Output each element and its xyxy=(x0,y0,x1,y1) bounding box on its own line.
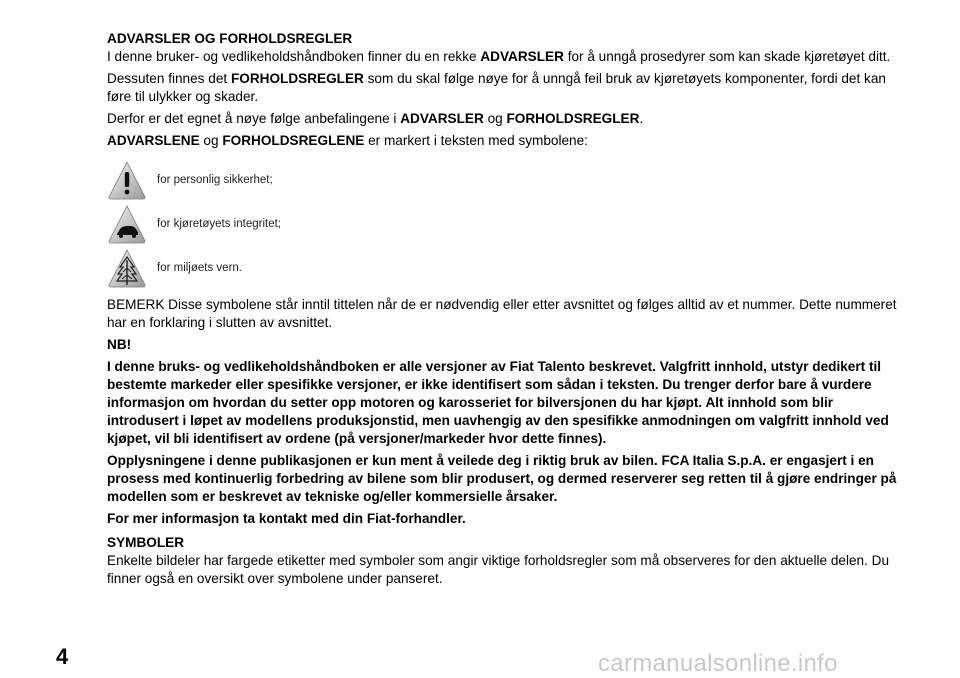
text-segment: . xyxy=(639,111,644,126)
tree-warning-icon xyxy=(107,248,147,288)
keyword-advarslene: ADVARSLENE xyxy=(107,133,200,148)
symbol-list xyxy=(107,158,907,290)
keyword-forholdsregler: FORHOLDSREGLER xyxy=(506,111,640,126)
keyword-advarsler: ADVARSLER xyxy=(480,49,564,64)
nb-section xyxy=(107,336,907,528)
paragraph-forholdsregler xyxy=(107,70,907,106)
watermark: carmanualsonline.info xyxy=(598,650,838,677)
keyword-forholdsreglene: FORHOLDSREGLENE xyxy=(222,133,365,148)
text-segment: er markert i teksten med symbolene: xyxy=(364,133,588,148)
text-segment: og xyxy=(199,133,223,148)
text-segment: som du skal følge nøye for å unngå feil bruk av kjøretøyets komponenter, fordi det kan føre til ulykker og skader. xyxy=(107,71,886,104)
keyword-advarsler: ADVARSLER xyxy=(400,111,484,126)
symbol-label: for personlig sikkerhet; xyxy=(157,174,273,186)
paragraph-intro xyxy=(107,48,907,66)
text-segment: Dessuten finnes det xyxy=(107,71,231,86)
car-warning-icon xyxy=(107,204,147,244)
paragraph-note: BEMERK Disse symbolene står inntil tittelen når de er nødvendig eller etter avsnittet og følges alltid av et nummer. Dette nummeret har en forklaring i slutten av avsnittet. xyxy=(107,297,897,330)
document-body xyxy=(107,30,907,592)
text-segment: I denne bruker- og vedlikeholdshåndboken finner du en rekke xyxy=(107,49,481,64)
text-segment: Derfor er det egnet å nøye følge anbefalingene i xyxy=(107,111,401,126)
symbol-label: for kjøretøyets integritet; xyxy=(157,218,281,230)
text-segment: for å unngå prosedyrer som kan skade kjøretøyet ditt. xyxy=(563,49,891,64)
section-title-advarsler: ADVARSLER OG FORHOLDSREGLER xyxy=(107,31,353,46)
page-number: 4 xyxy=(56,644,69,669)
symbol-row-vehicle-integrity xyxy=(107,202,907,246)
symbol-row-personal-safety xyxy=(107,158,907,202)
nb-paragraph-contact: For mer informasjon ta kontakt med din Fiat-forhandler. xyxy=(107,511,466,526)
nb-paragraph-versions: I denne bruks- og vedlikeholdshåndboken er alle versjoner av Fiat Talento beskrevet. Valgfritt innhold, utstyr dedikert til bestemte markeder eller spesifikke versjoner, er ikke identifisert som sådan i teksten. Du trenger derfor bare å vurdere informasjon om hvordan du setter opp motoren og karosseriet for bilversjonen du har kjøpt. Alt innhold som blir introdusert i løpet av modellens produksjonstid, men uavhengig av den spesifikke anmodningen om valgfritt innhold ved kjøpet, vil bli identifisert av ordene (på versjoner/markeder hvor dette finnes). xyxy=(107,359,889,446)
text-segment: og xyxy=(483,111,507,126)
paragraph-symbols-intro xyxy=(107,132,907,150)
symbol-label: for miljøets vern. xyxy=(157,262,242,274)
nb-paragraph-publication: Opplysningene i denne publikasjonen er kun ment å veilede deg i riktig bruk av bilen. FCA Italia S.p.A. er engasjert i en prosess med kontinuerlig forbedring av bilene som blir produsert, og dermed reserverer seg retten til å gjøre endringer på modellen som er beskrevet av tekniske og/eller kommersielle årsaker. xyxy=(107,453,897,504)
paragraph-recommendation xyxy=(107,110,907,128)
exclamation-warning-icon xyxy=(107,160,147,200)
keyword-forholdsregler: FORHOLDSREGLER xyxy=(230,71,364,86)
nb-title: NB! xyxy=(107,337,132,352)
paragraph-symboler: Enkelte bildeler har fargede etiketter med symboler som angir viktige forholdsregler som må observeres for den aktuelle delen. Du finner også en oversikt over symbolene under panseret. xyxy=(107,553,890,586)
symbol-row-environment xyxy=(107,246,907,290)
section-title-symboler: SYMBOLER xyxy=(107,535,185,550)
